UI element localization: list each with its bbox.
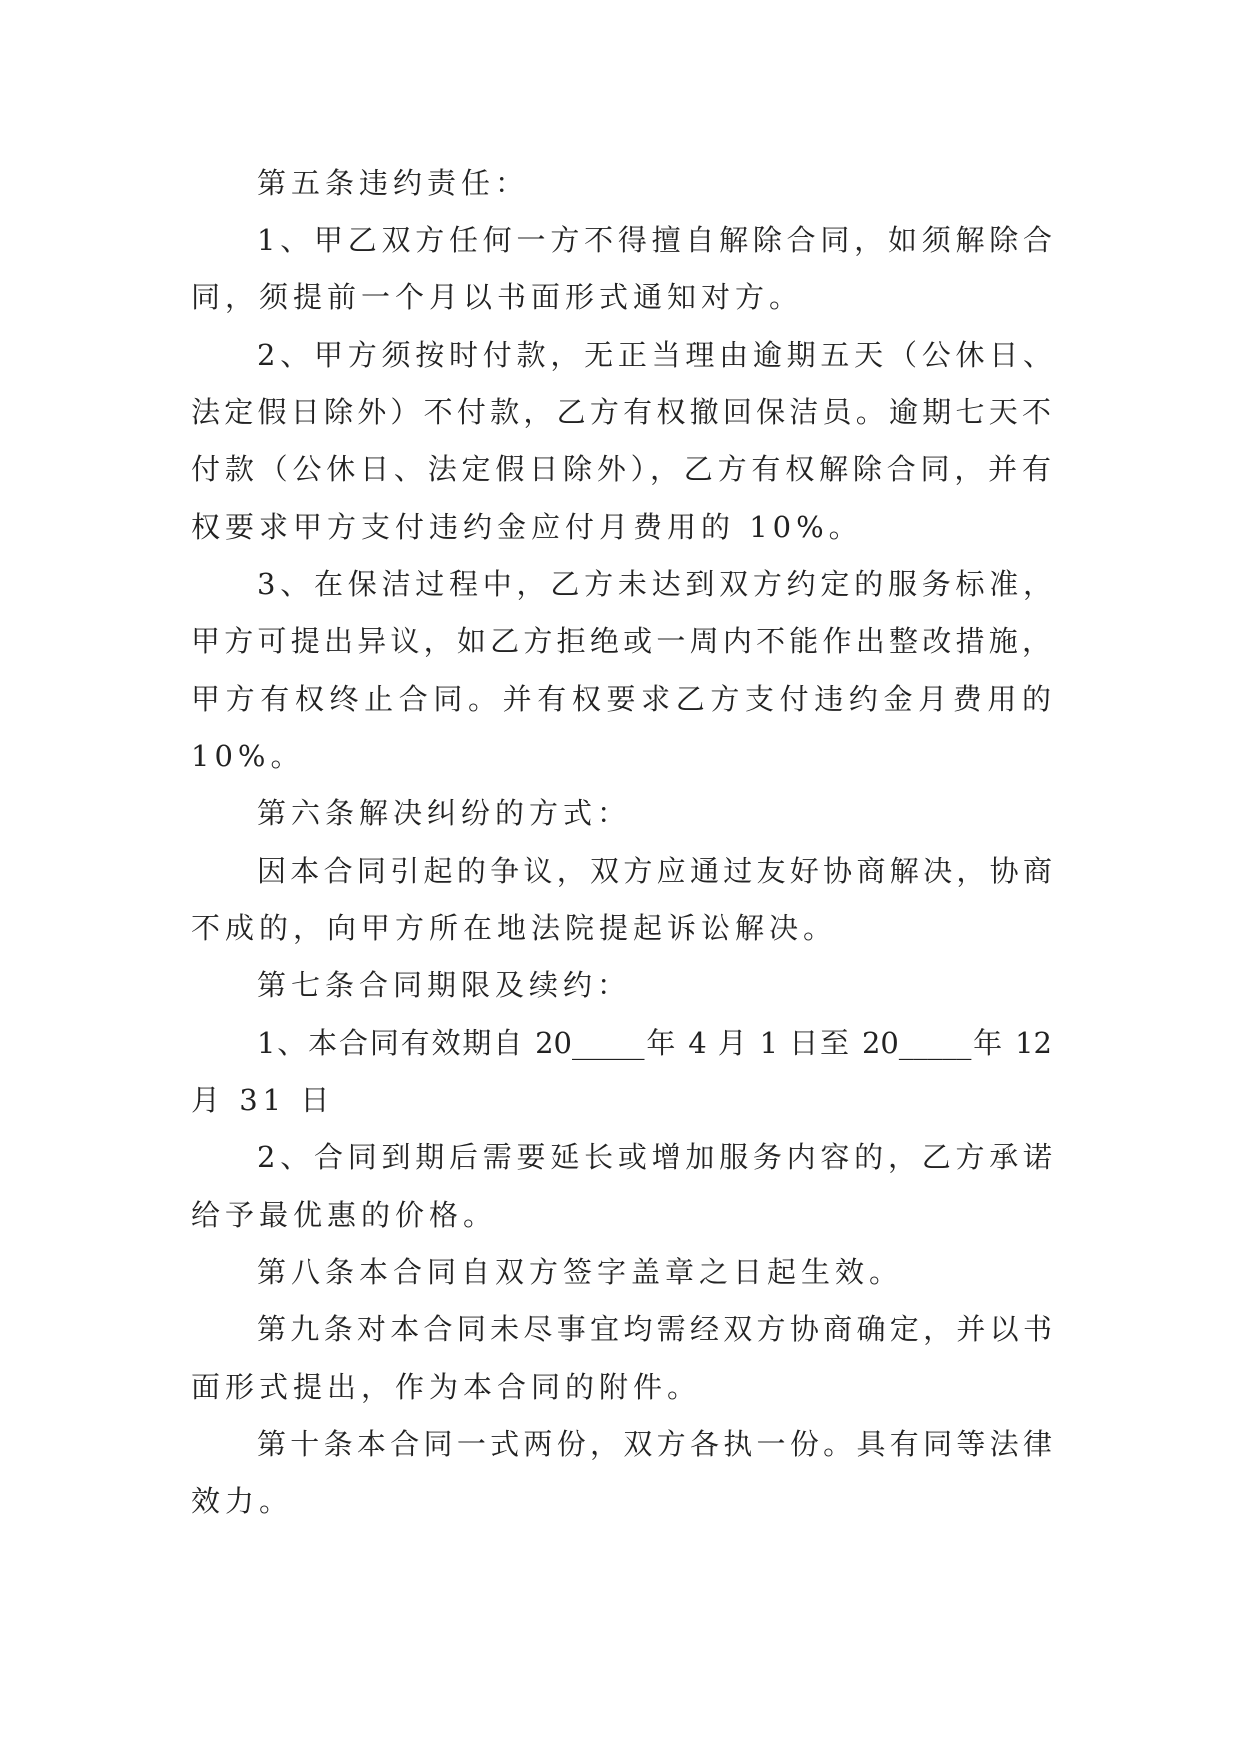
article-5-heading: 第五条违约责任： <box>257 166 530 200</box>
article-7-clause-1-line-1: 1、本合同有效期自 20_____年 4 月 1 日至 20_____年 12 <box>257 1026 1052 1060</box>
article-5-clause-1-line-2: 同，须提前一个月以书面形式通知对方。 <box>191 280 804 314</box>
article-5-clause-2-line-3: 付款（公休日、法定假日除外），乙方有权解除合同，并有 <box>191 452 1051 486</box>
article-6-body-line-1: 因本合同引起的争议，双方应通过友好协商解决，协商 <box>257 854 1052 888</box>
article-7-clause-1-line-2: 月 31 日 <box>191 1083 335 1117</box>
article-10-line-2: 效力。 <box>191 1484 294 1518</box>
article-5-clause-3-line-3: 甲方有权终止合同。并有权要求乙方支付违约金月费用的 <box>191 682 1051 716</box>
article-7-clause-2-line-1: 2、合同到期后需要延长或增加服务内容的，乙方承诺 <box>257 1140 1052 1174</box>
article-7-heading: 第七条合同期限及续约： <box>257 968 632 1002</box>
article-5-clause-2-line-1: 2、甲方须按时付款，无正当理由逾期五天（公休日、 <box>257 338 1052 372</box>
article-7-clause-2-line-2: 给予最优惠的价格。 <box>191 1198 498 1232</box>
article-8: 第八条本合同自双方签字盖章之日起生效。 <box>257 1255 904 1289</box>
article-9-line-2: 面形式提出，作为本合同的附件。 <box>191 1370 702 1404</box>
article-5-clause-3-line-1: 3、在保洁过程中，乙方未达到双方约定的服务标准， <box>257 567 1052 601</box>
article-5-clause-3-line-2: 甲方可提出异议，如乙方拒绝或一周内不能作出整改措施， <box>191 624 1051 658</box>
article-5-clause-2-line-4: 权要求甲方支付违约金应付月费用的 10%。 <box>191 510 863 544</box>
article-9-line-1: 第九条对本合同未尽事宜均需经双方协商确定，并以书 <box>257 1312 1052 1346</box>
article-5-clause-1-line-1: 1、甲乙双方任何一方不得擅自解除合同，如须解除合 <box>257 223 1052 257</box>
article-6-body-line-2: 不成的，向甲方所在地法院提起诉讼解决。 <box>191 911 838 945</box>
article-5-clause-3-line-4: 10%。 <box>191 739 305 773</box>
article-5-clause-2-line-2: 法定假日除外）不付款，乙方有权撤回保洁员。逾期七天不 <box>191 395 1051 429</box>
article-10-line-1: 第十条本合同一式两份，双方各执一份。具有同等法律 <box>257 1427 1052 1461</box>
article-6-heading: 第六条解决纠纷的方式： <box>257 796 632 830</box>
